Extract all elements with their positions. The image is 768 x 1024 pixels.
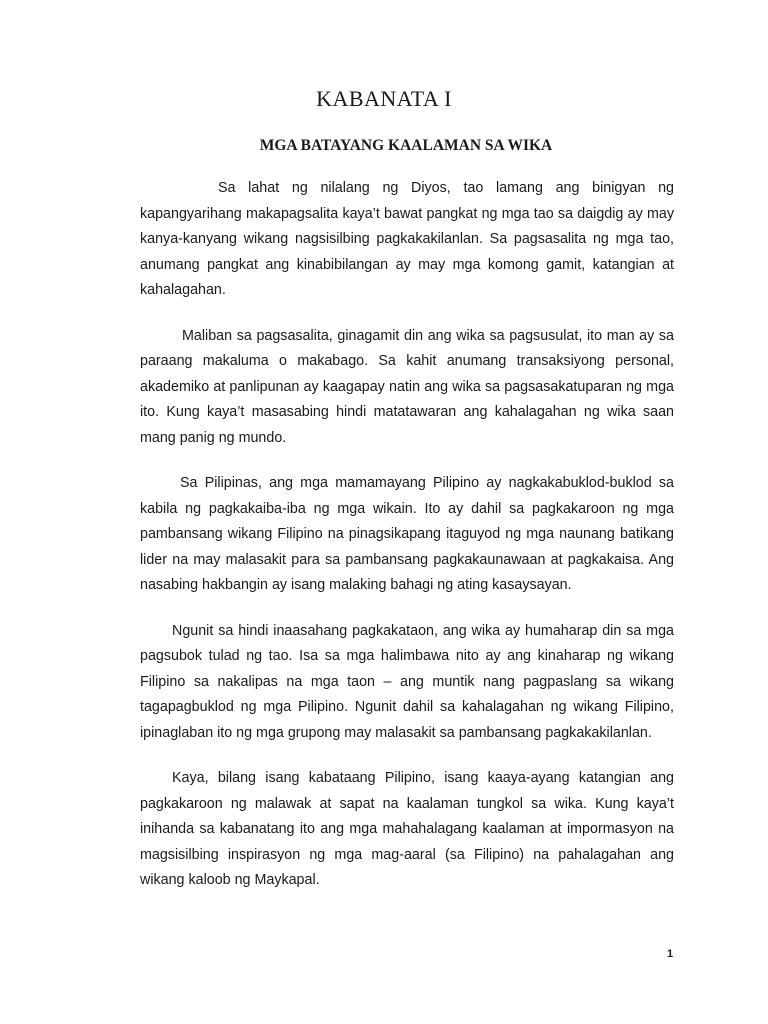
paragraph-4: Ngunit sa hindi inaasahang pagkakataon, ang wika ay humaharap din sa mga pagsubok tulad ng tao. Isa sa mga halimbawa nito ay ang kinaharap ng wikang Filipino sa nakalipas na mga taon – ang muntik nang pagpaslang sa wikang tagapagbuklod ng mga Pilipino. Ngunit dahil sa kahalagahan ng wikang Filipino, ipinaglaban ito ng mga grupong may malasakit sa pambansang pagkakakilanlan. (140, 622, 674, 741)
paragraph-2: Maliban sa pagsasalita, ginagamit din ang wika sa pagsusulat, ito man ay sa paraang makaluma o makabago. Sa kahit anumang transaksiyong personal, akademiko at panlipunan ay kaagapay natin ang wika sa pagsasakatuparan ng mga ito. Kung kaya’t masasabing hindi matatawaran ang kahalagahan ng wika saan mang panig ng mundo. (140, 327, 674, 446)
page-number: 1 (667, 948, 674, 960)
paragraph-1: Sa lahat ng nilalang ng Diyos, tao lamang ang binigyan ng kapangyarihang makapagsalita kaya’t bawat pangkat ng mga tao sa daigdig ay may kanya-kanyang wikang nagsisilbing pagkakakilanlan. Sa pagsasalita ng mga tao, anumang pangkat ang kinabibilangan ay may mga komong gamit, katangian at kahalagahan. (140, 180, 674, 298)
chapter-title: KABANATA I (316, 86, 452, 111)
chapter-subtitle: MGA BATAYANG KAALAMAN SA WIKA (259, 137, 553, 154)
body-text (140, 176, 674, 914)
paragraph-3: Sa Pilipinas, ang mga mamamayang Pilipino ay nagkakabuklod-buklod sa kabila ng pagkakaiba-iba ng mga wikain. Ito ay dahil sa pagkakaroon ng mga pambansang wikang Filipino na pinagsikapang itaguyod ng mga naunang batikang lider na may malasakit para sa pambansang pagkakaunawaan at pagkakaisa. Ang nasabing hakbangin ay isang malaking bahagi ng ating kasaysayan. (140, 475, 674, 593)
paragraph-5: Kaya, bilang isang kabataang Pilipino, isang kaaya-ayang katangian ang pagkakaroon ng malawak at sapat na kaalaman tungkol sa wika. Kung kaya’t inihanda sa kabanatang ito ang mga mahahalagang kaalaman at impormasyon na magsisilbing inspirasyon ng mga mag-aaral (sa Filipino) na pahalagahan ang wikang kaloob ng Maykapal. (140, 770, 674, 888)
